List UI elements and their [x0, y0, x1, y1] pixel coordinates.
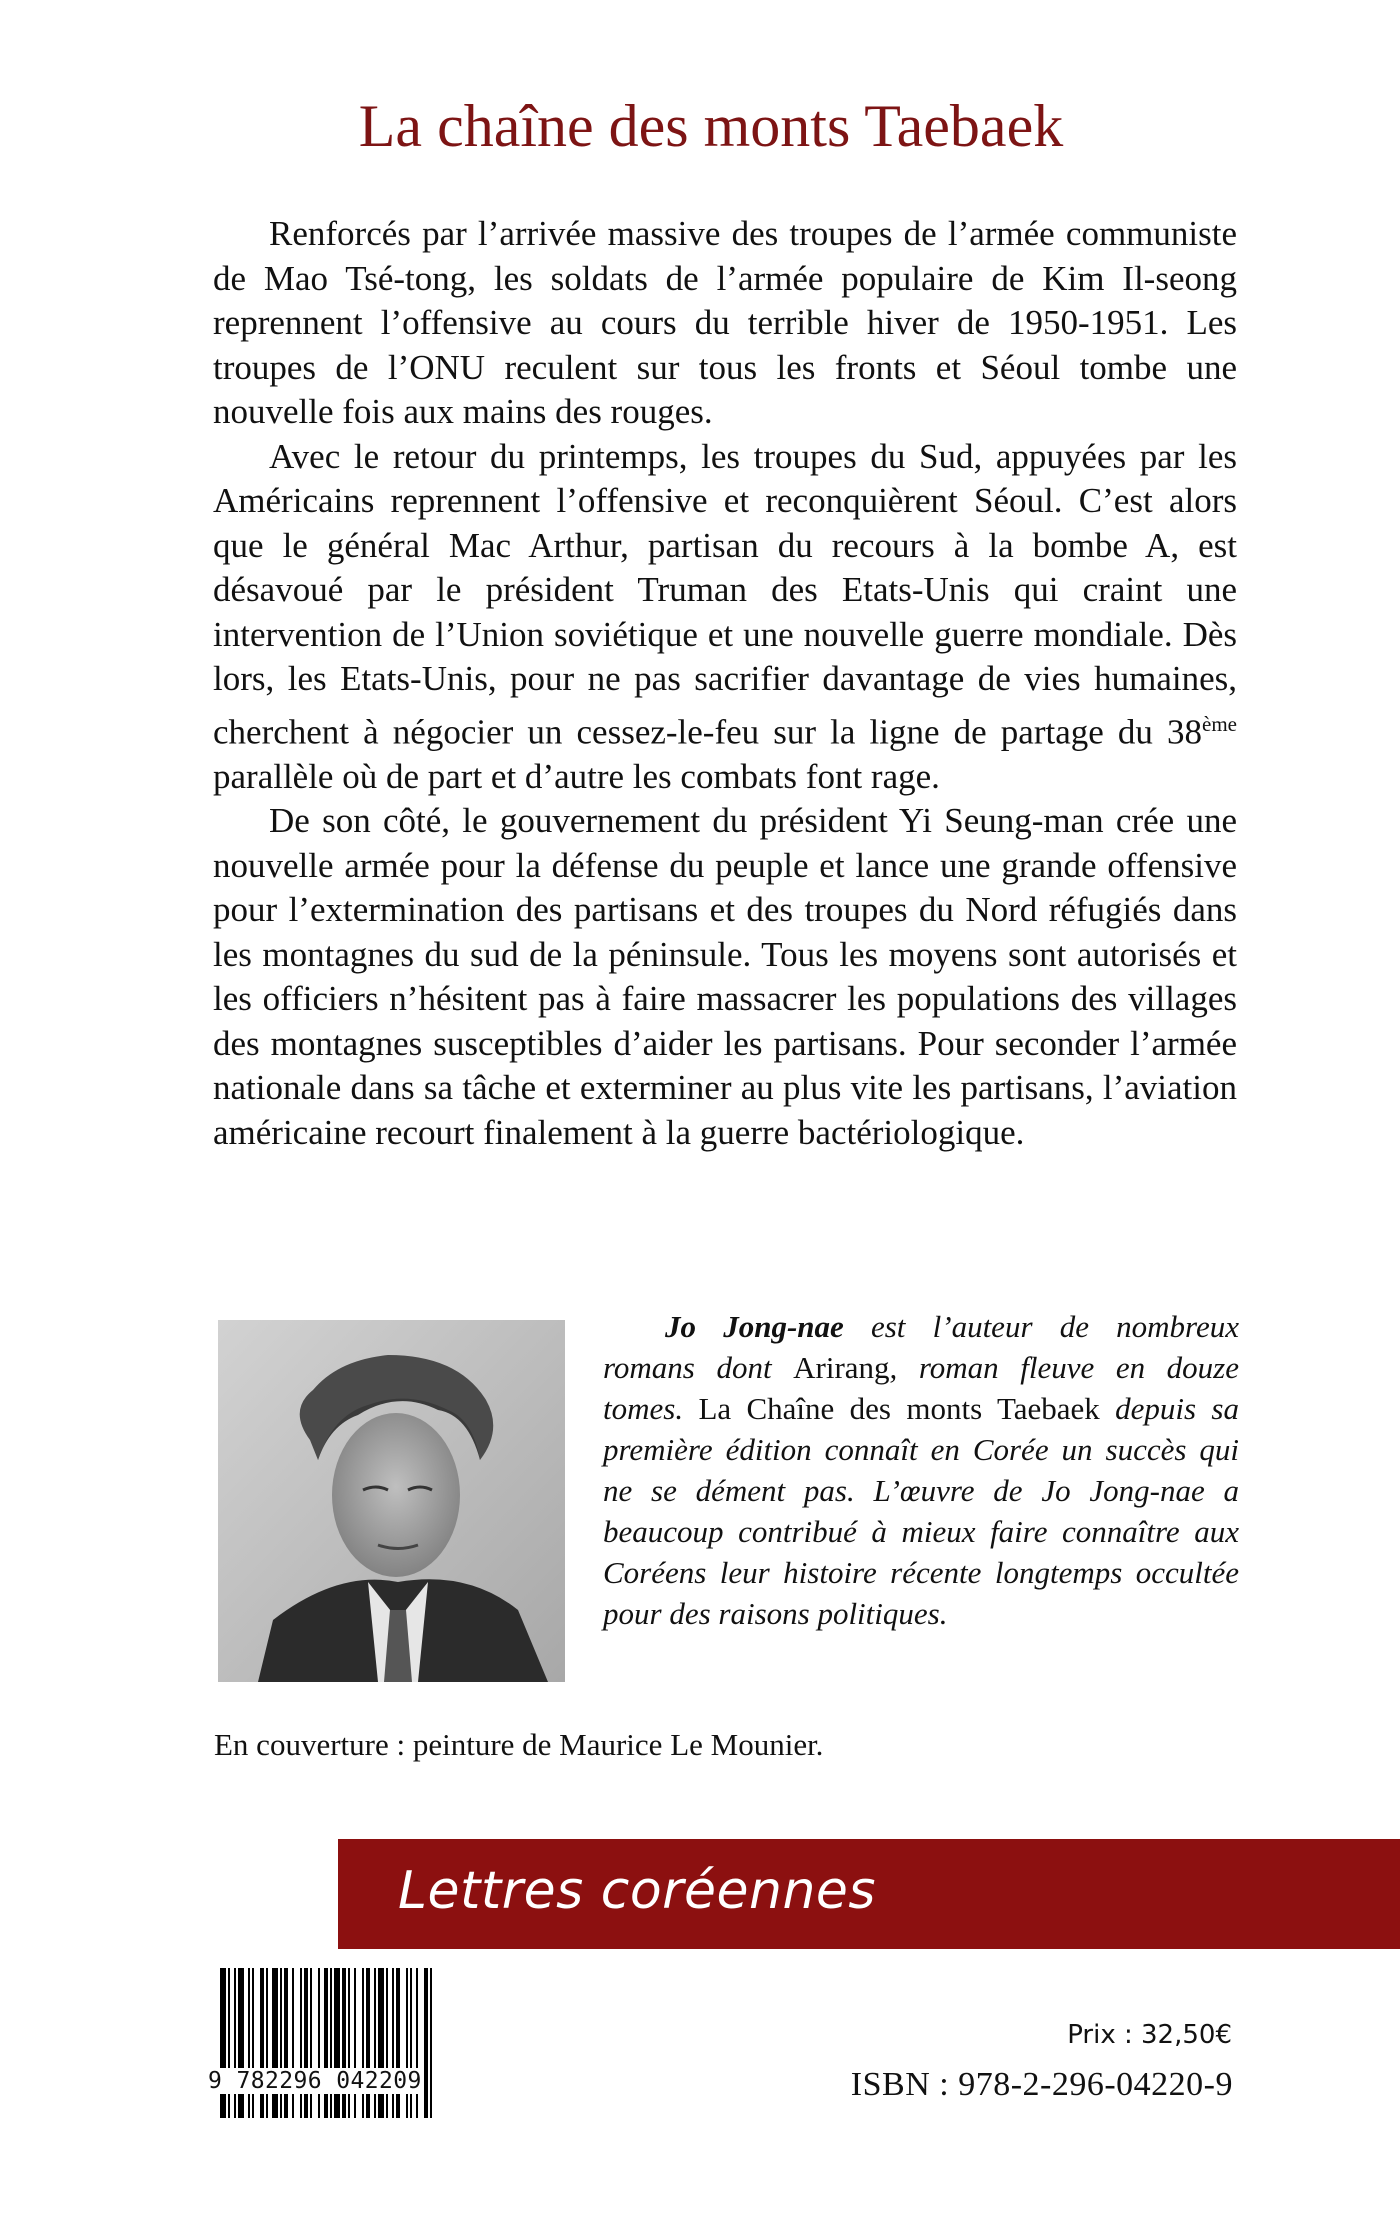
barcode-bar	[318, 1968, 320, 2118]
synopsis-paragraph-2	[213, 435, 1237, 800]
author-biography-text	[603, 1306, 1239, 1634]
barcode-bar	[410, 1968, 412, 2118]
barcode-bar	[248, 1968, 250, 2118]
barcode-bar	[430, 1968, 432, 2118]
barcode-bar	[266, 1968, 268, 2118]
barcode-bar	[424, 1968, 428, 2118]
barcode-bar	[252, 1968, 254, 2118]
barcode-bar	[272, 1968, 278, 2118]
barcode-bar	[238, 1968, 244, 2118]
barcode-bar	[366, 1968, 370, 2118]
book-title-arirang: Arirang	[793, 1350, 890, 1385]
barcode-bar	[374, 1968, 376, 2118]
barcode-bar	[292, 1968, 294, 2118]
price: Prix : 32,50€	[1067, 2020, 1232, 2050]
barcode-bar	[348, 1968, 350, 2118]
barcode-bar	[406, 1968, 408, 2118]
barcode-bar	[354, 1968, 356, 2118]
barcode-bar	[228, 1968, 230, 2118]
book-title: La chaîne des monts Taebaek	[358, 93, 1064, 159]
author-biography	[603, 1306, 1239, 1634]
barcode-bar	[392, 1968, 394, 2118]
barcode-bar	[310, 1968, 312, 2118]
barcode-bar	[300, 1968, 302, 2118]
barcode-bar	[396, 1968, 400, 2118]
bio-text-1: est l’auteur de nombreux romans dont	[603, 1309, 1239, 1385]
book-title-taebaek: La Chaîne des monts Taebaek	[698, 1391, 1100, 1426]
bio-text-2: , roman fleuve en douze tomes.	[603, 1350, 1239, 1426]
barcode-bar	[416, 1968, 418, 2118]
barcode-bar	[324, 1968, 328, 2118]
cover-credit: En couverture : peinture de Maurice Le Mounier.	[214, 1727, 824, 1762]
synopsis-paragraph-2-part-1: Avec le retour du printemps, les troupes du Sud, appuyées par les Américains reprennent l’offensive et reconquièrent Séoul. C’est alors que le général Mac Arthur, partisan du recours à la bombe A, est désavoué par le président Truman des Etats-Unis qui craint une intervention de l’Union soviétique et une nouvelle guerre mondiale. Dès lors, les Etats-Unis, pour ne pas sacrifier davantage de vies humaines, cherchent à négocier un cessez-le-feu sur la ligne de partage du 38	[213, 436, 1237, 752]
barcode-bar	[260, 1968, 264, 2118]
barcode-bar	[334, 1968, 340, 2118]
synopsis-paragraph-1: Renforcés par l’arrivée massive des troupes de l’armée communiste de Mao Tsé-tong, les soldats de l’armée populaire de Kim Il-seong reprennent l’offensive au cours du terrible hiver de 1950-1951. Les troupes de l’ONU reculent sur tous les fronts et Séoul tombe une nouvelle fois aux mains des rouges.	[213, 214, 1237, 431]
collection-name: Lettres coréennes	[398, 1861, 876, 1921]
barcode-bar	[284, 1968, 288, 2118]
isbn: ISBN : 978-2-296-04220-9	[850, 2066, 1233, 2103]
collection-banner	[338, 1839, 1400, 1949]
barcode	[208, 1968, 498, 2118]
author-photo	[218, 1320, 565, 1682]
barcode-bar	[220, 1968, 226, 2118]
barcode-bar	[378, 1968, 384, 2118]
synopsis	[213, 212, 1237, 1155]
synopsis-paragraph-3: De son côté, le gouvernement du président Yi Seung-man crée une nouvelle armée pour la défense du peuple et lance une grande offensive pour l’extermination des partisans et des troupes du Nord réfugiés dans les montagnes du sud de la péninsule. Tous les moyens sont autorisés et les officiers n’hésitent pas à faire massacrer les populations des villages des montagnes susceptibles d’aider les partisans. Pour seconder l’armée nationale dans sa tâche et exterminer au plus vite les partisans, l’aviation américaine recourt finalement à la guerre bactériologique.	[213, 801, 1237, 1152]
author-name: Jo Jong-nae	[665, 1309, 844, 1344]
barcode-bar	[280, 1968, 282, 2118]
barcode-bar	[234, 1968, 236, 2118]
barcode-bar	[342, 1968, 346, 2118]
barcode-bar	[362, 1968, 364, 2118]
barcode-bar	[386, 1968, 388, 2118]
superscript-eme: ème	[1202, 711, 1237, 736]
barcode-bar	[330, 1968, 332, 2118]
barcode-bar	[304, 1968, 308, 2118]
synopsis-paragraph-2-part-2: parallèle où de part et d’autre les combats font rage.	[213, 756, 940, 796]
barcode-digits: 9 782296 042209	[208, 2068, 422, 2094]
bio-text-3: depuis sa première édition connaît en Corée un succès qui ne se dément pas. L’œuvre de Jo Jong-nae a beaucoup contribué à mieux faire connaître aux Coréens leur histoire récente longtemps occultée pour des raisons politiques.	[603, 1391, 1239, 1631]
